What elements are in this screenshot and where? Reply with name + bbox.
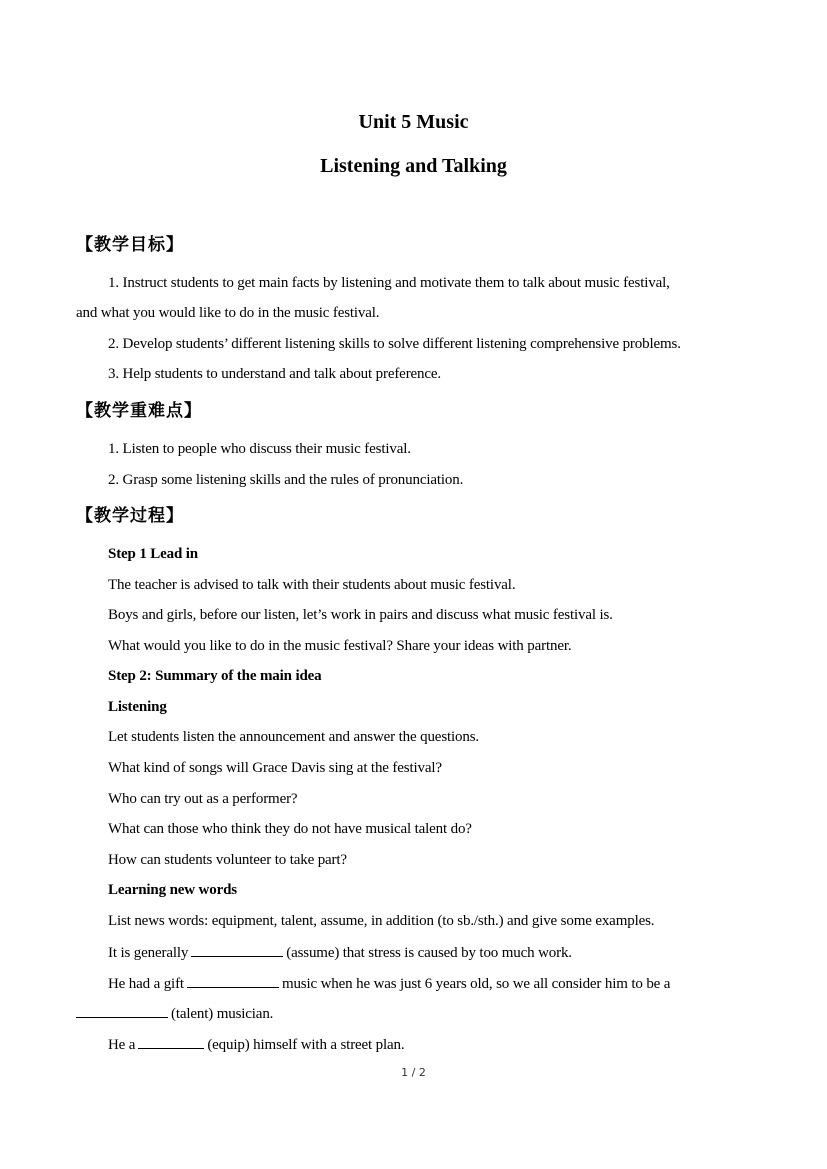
listening-heading: Listening xyxy=(108,699,167,715)
key-point-1: 1. Listen to people who discuss their music festival. xyxy=(108,441,411,457)
document-subtitle: Listening and Talking xyxy=(320,155,507,177)
section-heading-process: 【教学过程】 xyxy=(76,506,184,526)
question-1: What kind of songs will Grace Davis sing at the festival? xyxy=(108,760,442,776)
exercise-2-blank-2[interactable] xyxy=(76,1004,168,1018)
exercise-1-text-b: (assume) that stress is caused by too much work. xyxy=(286,945,572,961)
exercise-2-text-b: music when he was just 6 years old, so we all consider him to be a xyxy=(281,976,671,992)
step1-paragraph-3: What would you like to do in the music festival? Share your ideas with partner. xyxy=(108,638,572,654)
exercise-1-text-a: It is generally xyxy=(108,945,189,961)
objective-3: 3. Help students to understand and talk about preference. xyxy=(108,366,442,382)
exercise-2-line-1 xyxy=(108,974,670,993)
step1-paragraph-1: The teacher is advised to talk with their students about music festival. xyxy=(108,577,516,593)
document-title: Unit 5 Music xyxy=(358,111,469,133)
page-indicator: 1 / 2 xyxy=(401,1066,426,1079)
exercise-1 xyxy=(108,943,572,962)
question-4: How can students volunteer to take part? xyxy=(108,852,347,868)
objective-1-line-2: and what you would like to do in the music festival. xyxy=(76,305,380,321)
question-2: Who can try out as a performer? xyxy=(108,791,298,807)
step1-paragraph-2: Boys and girls, before our listen, let’s work in pairs and discuss what music festival is. xyxy=(108,607,613,623)
exercise-3-blank[interactable] xyxy=(138,1035,204,1049)
exercise-3 xyxy=(108,1035,405,1054)
exercise-3-text-a: He a xyxy=(108,1037,136,1053)
section-heading-objectives: 【教学目标】 xyxy=(76,235,184,255)
exercise-2-text-c: (talent) musician. xyxy=(171,1006,274,1022)
question-3: What can those who think they do not have musical talent do? xyxy=(108,821,472,837)
exercise-2-blank-1[interactable] xyxy=(187,974,279,988)
key-point-2: 2. Grasp some listening skills and the rules of pronunciation. xyxy=(108,472,464,488)
exercise-3-text-b: (equip) himself with a street plan. xyxy=(207,1037,405,1053)
new-words-heading: Learning new words xyxy=(108,882,237,898)
exercise-1-blank[interactable] xyxy=(191,943,283,957)
listening-instruction: Let students listen the announcement and answer the questions. xyxy=(108,729,480,745)
step2-heading: Step 2: Summary of the main idea xyxy=(108,668,322,684)
new-words-intro: List news words: equipment, talent, assume, in addition (to sb./sth.) and give some examples. xyxy=(108,913,655,929)
exercise-2-line-2 xyxy=(76,1004,273,1023)
objective-2: 2. Develop students’ different listening skills to solve different listening comprehensive problems. xyxy=(108,336,681,352)
exercise-2-text-a: He had a gift xyxy=(108,976,184,992)
section-heading-key-points: 【教学重难点】 xyxy=(76,401,202,421)
objective-1-line-1: 1. Instruct students to get main facts by listening and motivate them to talk about music festival, xyxy=(108,275,670,291)
step1-heading: Step 1 Lead in xyxy=(108,546,199,562)
